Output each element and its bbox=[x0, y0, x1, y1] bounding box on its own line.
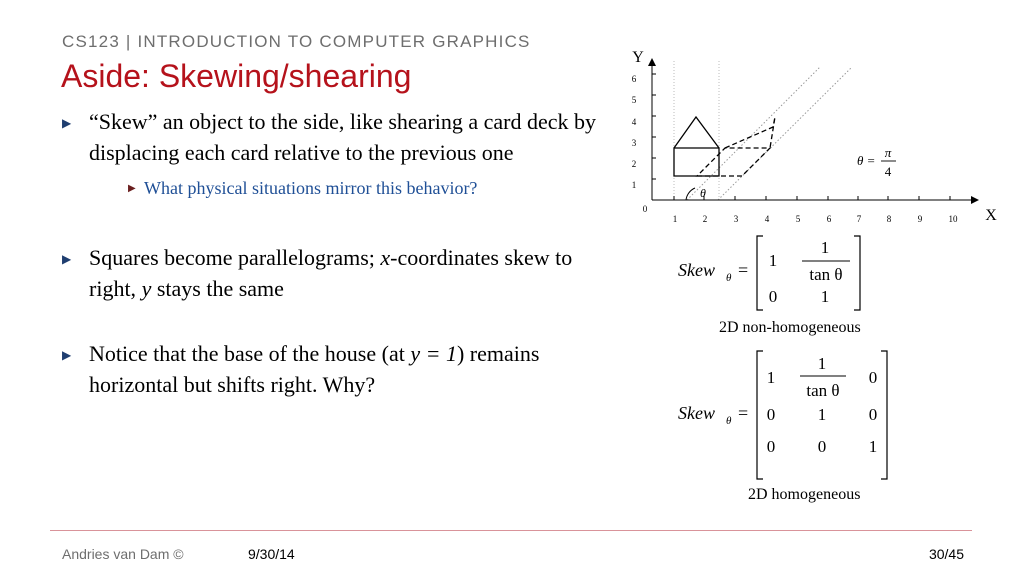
bullet-text: Squares become parallelograms; bbox=[89, 245, 381, 270]
matrix-entry: 1 bbox=[817, 354, 827, 373]
bullet-arrow-icon: ▶ bbox=[62, 252, 72, 266]
y-tick-label: 5 bbox=[631, 95, 637, 105]
x-tick-label: 6 bbox=[826, 214, 832, 224]
skew-subscript: θ bbox=[726, 272, 732, 284]
sub-bullet-text: What physical situations mirror this behavior? bbox=[144, 178, 478, 198]
bullet-eq: y = 1 bbox=[410, 341, 457, 366]
bullet-text: stays the same bbox=[151, 276, 284, 301]
y-tick-label: 6 bbox=[631, 74, 637, 84]
theta-equation: θ = bbox=[857, 153, 876, 168]
x-tick-label: 4 bbox=[764, 214, 770, 224]
left-bracket bbox=[757, 351, 763, 479]
matrix-entry: tan θ bbox=[806, 381, 840, 400]
bullet-text: Notice that the base of the house (at bbox=[89, 341, 411, 366]
footer-author: Andries van Dam © bbox=[62, 546, 184, 562]
x-ticks bbox=[674, 196, 950, 200]
matrix-entry: 0 bbox=[766, 437, 776, 456]
guide-line bbox=[718, 67, 852, 200]
matrix-entry: 1 bbox=[766, 368, 776, 387]
skewed-house bbox=[697, 117, 775, 176]
right-bracket bbox=[854, 236, 860, 310]
right-bracket bbox=[881, 351, 887, 479]
bullet-parallelograms bbox=[62, 242, 622, 304]
skew-matrix-homogeneous bbox=[670, 345, 900, 485]
skew-subscript: θ bbox=[726, 415, 732, 427]
matrix-entry: 0 bbox=[766, 405, 776, 424]
sub-bullet bbox=[116, 176, 622, 200]
x-tick-label: 1 bbox=[672, 214, 678, 224]
bullet-var-x: x bbox=[380, 245, 391, 270]
x-tick-label: 3 bbox=[733, 214, 739, 224]
guide-line bbox=[687, 67, 820, 200]
matrix-entry: 0 bbox=[868, 405, 878, 424]
matrix-entry: 1 bbox=[820, 287, 830, 306]
x-axis-label: X bbox=[985, 207, 997, 224]
matrix-entry: 1 bbox=[768, 251, 778, 270]
slide-title: Aside: Skewing/shearing bbox=[61, 58, 412, 94]
footer-date: 9/30/14 bbox=[248, 546, 295, 562]
x-tick-label: 5 bbox=[795, 214, 801, 224]
bullet-skew bbox=[62, 106, 622, 200]
theta-label: θ bbox=[700, 186, 706, 200]
caption-homogeneous: 2D homogeneous bbox=[748, 486, 861, 503]
equals-sign: = bbox=[738, 260, 749, 280]
sub-bullet-arrow-icon: ▶ bbox=[128, 183, 136, 194]
original-house bbox=[674, 117, 719, 176]
matrix-entry: 1 bbox=[868, 437, 878, 456]
y-tick-labels bbox=[632, 74, 637, 190]
skew-label: Skew bbox=[678, 403, 715, 423]
matrix-entry: tan θ bbox=[809, 265, 843, 284]
bullet-text: ) remains horizontal but shifts right. Why? bbox=[89, 341, 540, 397]
bullet-arrow-icon: ▶ bbox=[62, 348, 72, 362]
footer-page-number: 30/45 bbox=[928, 546, 964, 562]
bullet-text: “Skew” an object to the side, like shearing a card deck by displacing each card relative to the previous one bbox=[89, 109, 597, 165]
matrix-entry: 1 bbox=[820, 238, 830, 257]
skew-matrix-2d bbox=[670, 228, 890, 318]
origin-label: 0 bbox=[642, 204, 648, 214]
bullet-text: -coordinates skew to right, bbox=[89, 245, 573, 301]
equals-sign: = bbox=[738, 403, 749, 423]
x-tick-labels bbox=[673, 214, 958, 224]
matrix-entry: 0 bbox=[868, 368, 878, 387]
bullet-house-base bbox=[62, 338, 622, 400]
caption-2d: 2D non-homogeneous bbox=[719, 319, 861, 336]
theta-arc bbox=[686, 188, 695, 200]
x-tick-label: 2 bbox=[702, 214, 708, 224]
matrix-entry: 1 bbox=[817, 405, 827, 424]
x-tick-label: 10 bbox=[948, 214, 958, 224]
matrix-entry: 0 bbox=[768, 287, 778, 306]
y-ticks bbox=[652, 74, 656, 179]
four-denominator: 4 bbox=[884, 164, 892, 179]
matrix-entry: 0 bbox=[817, 437, 827, 456]
y-tick-label: 4 bbox=[631, 117, 637, 127]
left-bracket bbox=[757, 236, 763, 310]
skew-diagram bbox=[620, 45, 1010, 230]
y-tick-label: 3 bbox=[631, 138, 637, 148]
y-tick-label: 1 bbox=[631, 180, 637, 190]
bullet-list bbox=[62, 106, 622, 400]
pi-numerator: π bbox=[884, 145, 892, 160]
x-tick-label: 7 bbox=[856, 214, 862, 224]
x-tick-label: 8 bbox=[886, 214, 892, 224]
x-tick-label: 9 bbox=[917, 214, 923, 224]
bullet-var-y: y bbox=[141, 276, 152, 301]
y-axis-label: Y bbox=[632, 49, 644, 66]
bullet-arrow-icon: ▶ bbox=[62, 116, 72, 130]
footer-divider bbox=[50, 530, 972, 531]
skew-label: Skew bbox=[678, 260, 715, 280]
y-tick-label: 2 bbox=[631, 159, 637, 169]
course-header: CS123 | INTRODUCTION TO COMPUTER GRAPHICS bbox=[62, 32, 531, 51]
